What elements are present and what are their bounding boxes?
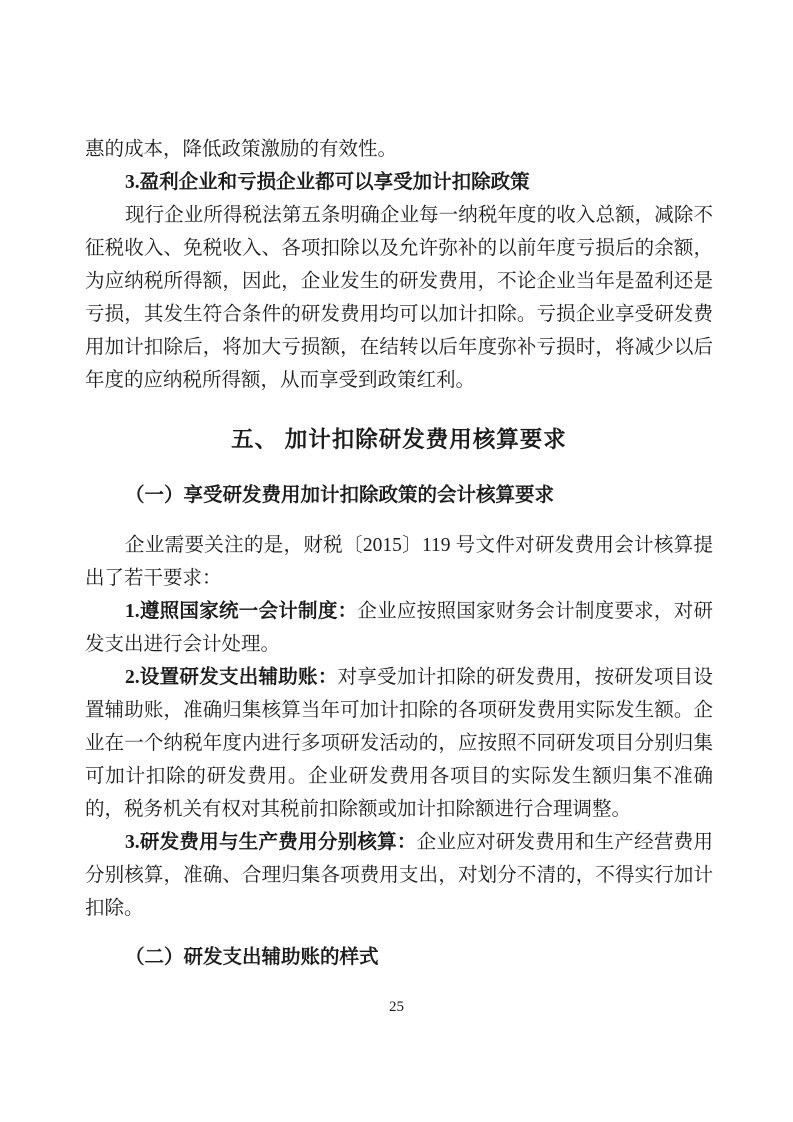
- subsection-2-heading: （二）研发支出辅助账的样式: [125, 947, 379, 968]
- list-item-2-label: 2.设置研发支出辅助账：: [125, 667, 338, 688]
- section-5-heading: 五、 加计扣除研发费用核算要求: [231, 427, 567, 452]
- subsection-1-heading: （一）享受研发费用加计扣除政策的会计核算要求: [125, 485, 555, 506]
- page-number: 25: [389, 999, 404, 1015]
- list-item-3: [85, 826, 713, 925]
- list-item-1-text: 企业应按照国家财务会计制度要求，对研发支出进行会计处理。: [85, 601, 713, 655]
- list-item-3-label: 3.研发费用与生产费用分别核算：: [125, 832, 417, 853]
- list-item-2-text: 对享受加计扣除的研发费用，按研发项目设置辅助账，准确归集核算当年可加计扣除的各项研发费用实际发生额。企业在一个纳税年度内进行多项研发活动的，应按照不同研发项目分别归集可加计扣除的研发费用。企业研发费用各项目的实际发生额归集不准确的，税务机关有权对其税前扣除额或加计扣除额进行合理调整。: [85, 667, 713, 820]
- subsection-1-intro: 企业需要关注的是，财税〔2015〕119 号文件对研发费用会计核算提出了若干要求：: [85, 535, 713, 589]
- list-item-1: [85, 595, 713, 661]
- list-item-2: [85, 661, 713, 826]
- page-content: [85, 133, 713, 974]
- list-item-1-label: 1.遵照国家统一会计制度：: [125, 601, 358, 622]
- paragraph-intro-tail: 惠的成本，降低政策激励的有效性。: [85, 139, 398, 160]
- point-3-heading: 3.盈利企业和亏损企业都可以享受加计扣除政策: [125, 172, 530, 193]
- point-3-paragraph: 现行企业所得税法第五条明确企业每一纳税年度的收入总额，减除不征税收入、免税收入、各项扣除以及允许弥补的以前年度亏损后的余额，为应纳税所得额，因此，企业发生的研发费用，不论企业当年是盈利还是亏损，其发生符合条件的研发费用均可以加计扣除。亏损企业享受研发费用加计扣除后，将加大亏损额，在结转以后年度弥补亏损时，将减少以后年度的应纳税所得额，从而享受到政策红利。: [85, 205, 713, 391]
- list-item-3-text: 企业应对研发费用和生产经营费用分别核算，准确、合理归集各项费用支出，对划分不清的，不得实行加计扣除。: [85, 832, 713, 919]
